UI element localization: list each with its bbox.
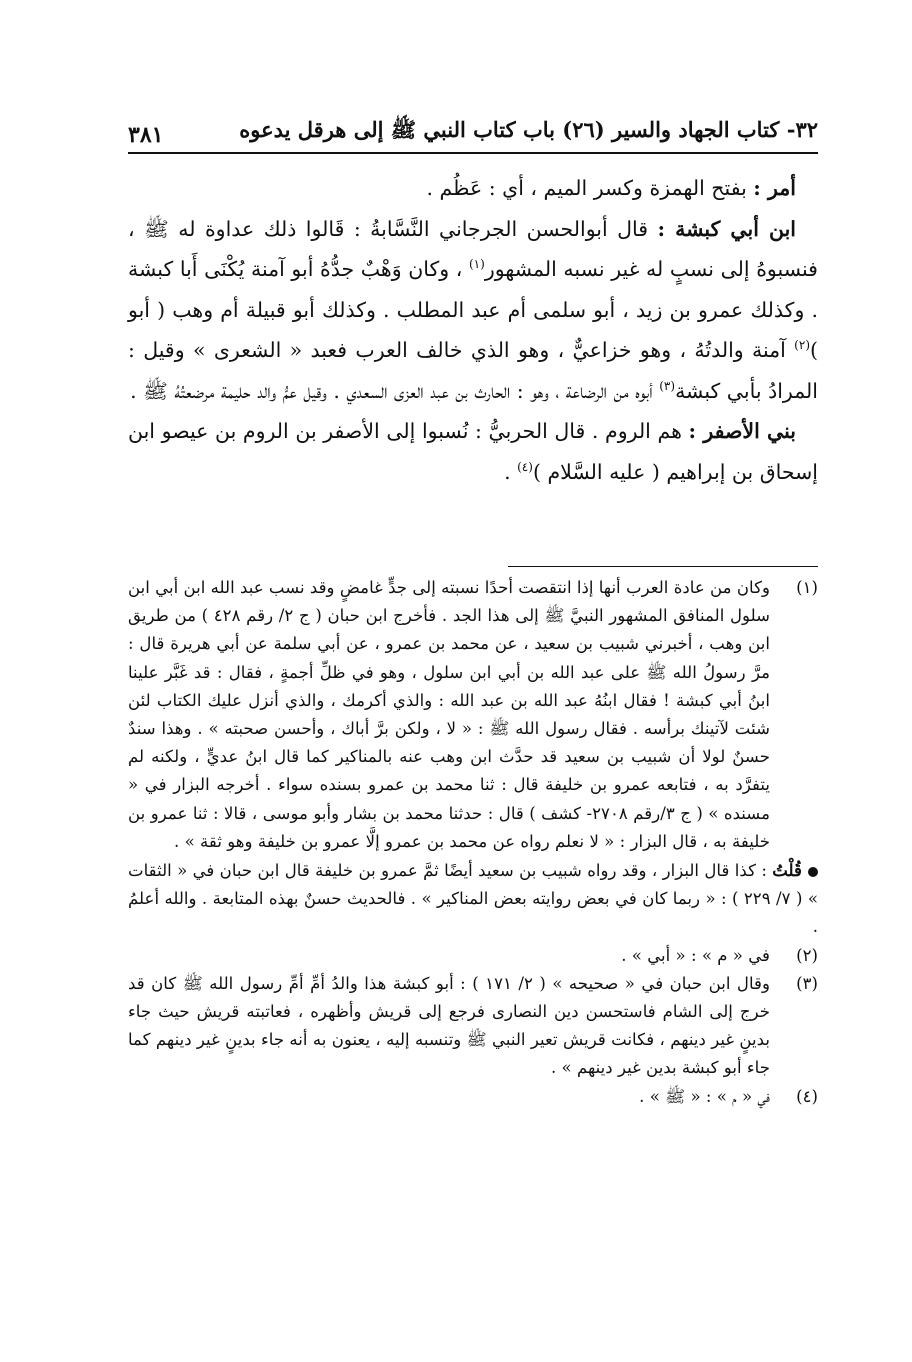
footnote-number: (٤)	[796, 1086, 818, 1106]
footnote-ref-3: (٣)	[659, 378, 676, 393]
footnote-text: وقال ابن حبان في « صحيحه » ( ٢/ ١٧١ ) : أبو كبشة هذا والدُ أمِّ أمِّ رسول الله ﷺ كان قد خرج إلى الشام فاستحسن دين النصارى فرجع إلى قريش وأظهره ، فعاتبته قريش حيث جاء بدينٍ غير دينهم ، فكانت قريش تعير النبي ﷺ وتنسبه إليه ، يعنون به أنه جاء بدينٍ غير دينهم كما جاء أبو كبشة بدين غير دينهم » .	[128, 973, 770, 1078]
footnote-separator	[508, 566, 818, 567]
bullet-icon	[808, 867, 818, 877]
gloss-text: ، وكان وَهْبٌ جدُّهُ أبو آمنة يُكْنَى أَبا كبشة . وكذلك عمرو بن زيد ، أبو سلمى أم عبد المطلب . وكذلك أبو قبيلة أم وهب ( أبو )	[128, 257, 818, 362]
footnote-text: في « م » : « أبي » .	[621, 945, 770, 965]
footnote-1-remark	[128, 856, 818, 942]
gloss-text: بفتح الهمزة وكسر الميم ، أي : عَظُم .	[426, 176, 754, 200]
footnote-ref-4: (٤)	[517, 459, 533, 474]
gloss-text: آمنة والدتُهُ ، وهو خزاعيٌّ ، وهو الذي خالف العرب فعبد « الشعرى » وقيل : المرادُ بأبي كبشة	[128, 338, 818, 403]
gloss-paragraph	[128, 168, 818, 209]
footnote-text: في « م » : « ﷺ » .	[639, 1086, 770, 1106]
remark-text: : كذا قال البزار ، وقد رواه شبيب بن سعيد أيضًا ثمَّ عمرو بن خليفة قال ابن حبان في « الثقات » ( ٧/ ٢٢٩ ) : « ربما كان في بعض روايته بعض المناكير » . فالحديث حسنٌ بهذه المتابعة . والله أعلمُ .	[128, 861, 818, 937]
page-number: ٣٨١	[128, 122, 164, 148]
footnotes	[128, 574, 818, 1111]
footnote-text: وكان من عادة العرب أنها إذا انتقصت أحدًا نسبته إلى جدٍّ غامضٍ وقد نسب عبد الله ابن أبي ابن سلول المنافق المشهور النبيَّ ﷺ إلى هذا الجد . فأخرج ابن حبان ( ج ٢/ رقم ٤٢٨ ) من طريق ابن وهب ، أخبرني شبيب بن سعيد ، عن محمد بن عمرو ، عن أبي سلمة عن أبي هريرة قال : مرَّ رسولُ الله ﷺ على عبد الله بن أبي ابن سلول ، وهو في ظلِّ أجمةٍ ، فقال : قد غَبَّر علينا ابنُ أبي كبشة ! فقال ابنُهُ عبد الله بن عبد الله : والذي أكرمك ، والذي أنزل عليك الكتاب لئن شئت لآتينك برأسه . فقال رسول الله ﷺ : « لا ، ولكن برَّ أباك ، وأحسن صحبته » . وهذا سندٌ حسنٌ لولا أن شبيب بن سعيد قد حدَّث ابن وهب عنه بالمناكير كما قال ابنُ عديٍّ ، ولكنه لم يتفرَّد به ، فتابعه عمرو بن خليفة قال : ثنا محمد بن عمرو بسنده سواء . أخرجه البزار في « مسنده » ( ج ٣/رقم ٢٧٠٨- كشف ) قال : حدثنا محمد بن بشار وأبو موسى ، قالا : ثنا عمرو بن خليفة به ، قال البزار : « لا نعلم رواه عن محمد بن عمرو إلَّا عمرو بن خليفة وهو ثقة » .	[128, 578, 770, 851]
gloss-text: أبوه من الرضاعة ، وهو : الحارث بن عبد العزى السعدي . وقيل عمُّ والد حليمة مرضعتُهُ ﷺ .	[130, 378, 660, 403]
gloss-paragraph	[128, 209, 818, 412]
remark-term: قُلْتُ	[772, 860, 802, 881]
header-title: ٣٢- كتاب الجهاد والسير (٢٦) باب كتاب النبي ﷺ إلى هرقل يدعوه	[239, 117, 818, 142]
footnote-2	[128, 942, 818, 970]
footnote-remark	[128, 856, 818, 942]
footnote-ref-1: (١)	[468, 257, 485, 272]
gloss-term: بني الأصفر :	[688, 419, 796, 443]
main-text	[128, 168, 818, 492]
footnote-number: (٣)	[796, 973, 818, 993]
footnote-ref-2: (٢)	[794, 338, 810, 353]
footnote-3	[128, 970, 818, 1083]
footnote-1	[128, 574, 818, 856]
running-header	[128, 112, 818, 154]
footnote-number: (٢)	[796, 945, 818, 965]
gloss-paragraph	[128, 411, 818, 492]
gloss-term: ابن أبي كبشة :	[657, 216, 796, 241]
footnote-4	[128, 1083, 818, 1111]
gloss-text: .	[504, 459, 518, 484]
gloss-text: هم الروم . قال الحربيُّ : نُسبوا إلى الأصفر بن الروم بن عيصو ابن إسحاق بن إبراهيم ( عليه السَّلام )	[128, 419, 818, 484]
gloss-term: أمر :	[753, 176, 796, 200]
footnote-number: (١)	[796, 578, 818, 597]
gloss-text: قال أبوالحسن الجرجاني النَّسَّابةُ : قَالوا ذلك عداوة له ﷺ ، فنسبوهُ إلى نسبٍ له غير نسبه المشهور	[128, 216, 818, 281]
